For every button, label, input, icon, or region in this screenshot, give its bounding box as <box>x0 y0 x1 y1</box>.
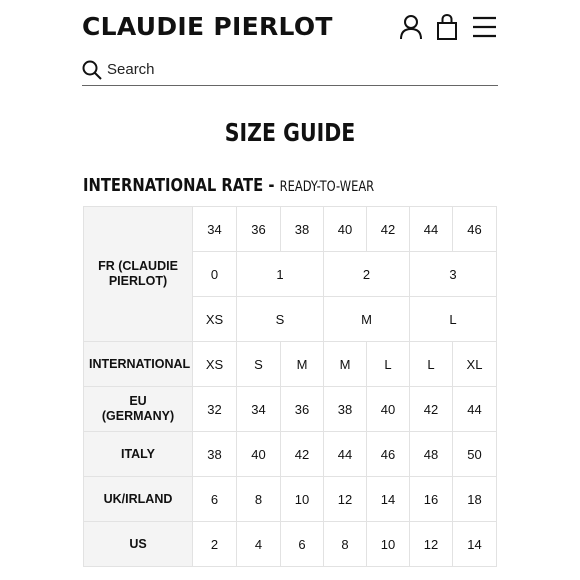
table-cell: 36 <box>281 387 324 432</box>
table-cell: 34 <box>193 207 237 252</box>
row-header-fr: FR (CLAUDIE PIERLOT) <box>84 207 193 342</box>
table-cell: 44 <box>410 207 453 252</box>
table-cell: 46 <box>453 207 497 252</box>
table-row <box>84 522 497 567</box>
table-cell: L <box>367 342 410 387</box>
search-icon[interactable] <box>82 60 102 80</box>
table-cell: 44 <box>453 387 497 432</box>
table-cell: S <box>237 297 324 342</box>
table-cell: 6 <box>281 522 324 567</box>
table-row <box>84 342 497 387</box>
table-cell: XS <box>193 342 237 387</box>
page-title: SIZE GUIDE <box>224 118 356 147</box>
table-cell: M <box>324 297 410 342</box>
table-row <box>84 477 497 522</box>
table-cell: L <box>410 342 453 387</box>
table-cell: 50 <box>453 432 497 477</box>
table-row <box>84 387 497 432</box>
table-cell: 38 <box>281 207 324 252</box>
table-row <box>84 207 497 252</box>
row-header-eu: EU (GERMANY) <box>84 387 193 432</box>
site-header <box>82 10 498 46</box>
table-cell: XL <box>453 342 497 387</box>
table-cell: M <box>324 342 367 387</box>
table-cell: 10 <box>367 522 410 567</box>
table-cell: 18 <box>453 477 497 522</box>
table-cell: 6 <box>193 477 237 522</box>
table-cell: 2 <box>193 522 237 567</box>
table-cell: 40 <box>367 387 410 432</box>
section-heading <box>83 175 374 198</box>
table-cell: 42 <box>410 387 453 432</box>
brand-logo[interactable]: CLAUDIE PIERLOT <box>82 12 333 41</box>
row-header-us: US <box>84 522 193 567</box>
table-cell: 40 <box>324 207 367 252</box>
table-cell: XS <box>193 297 237 342</box>
table-cell: 36 <box>237 207 281 252</box>
section-subtitle: READY-TO-WEAR <box>279 179 375 195</box>
table-cell: 2 <box>324 252 410 297</box>
table-cell: 12 <box>410 522 453 567</box>
search-input[interactable] <box>107 58 487 80</box>
user-icon[interactable] <box>398 13 424 41</box>
row-header-italy: ITALY <box>84 432 193 477</box>
size-guide-table <box>83 206 497 567</box>
table-cell: M <box>281 342 324 387</box>
table-cell: 8 <box>324 522 367 567</box>
table-cell: 10 <box>281 477 324 522</box>
table-row <box>84 432 497 477</box>
table-cell: 46 <box>367 432 410 477</box>
table-cell: 1 <box>237 252 324 297</box>
row-header-international: INTERNATIONAL <box>84 342 193 387</box>
table-cell: 40 <box>237 432 281 477</box>
table-cell: 32 <box>193 387 237 432</box>
table-cell: 3 <box>410 252 497 297</box>
hamburger-menu-icon[interactable] <box>471 13 498 41</box>
table-cell: 4 <box>237 522 281 567</box>
table-cell: 0 <box>193 252 237 297</box>
table-cell: L <box>410 297 497 342</box>
table-cell: 16 <box>410 477 453 522</box>
table-cell: S <box>237 342 281 387</box>
table-cell: 38 <box>193 432 237 477</box>
table-cell: 38 <box>324 387 367 432</box>
section-title: INTERNATIONAL RATE <box>83 175 264 196</box>
table-cell: 14 <box>367 477 410 522</box>
search-bar <box>82 57 498 86</box>
table-cell: 48 <box>410 432 453 477</box>
table-cell: 12 <box>324 477 367 522</box>
section-separator: - <box>263 175 280 196</box>
table-cell: 8 <box>237 477 281 522</box>
table-cell: 14 <box>453 522 497 567</box>
bag-icon[interactable] <box>434 13 460 41</box>
table-cell: 34 <box>237 387 281 432</box>
table-cell: 42 <box>367 207 410 252</box>
table-cell: 42 <box>281 432 324 477</box>
table-cell: 44 <box>324 432 367 477</box>
row-header-uk: UK/IRLAND <box>84 477 193 522</box>
